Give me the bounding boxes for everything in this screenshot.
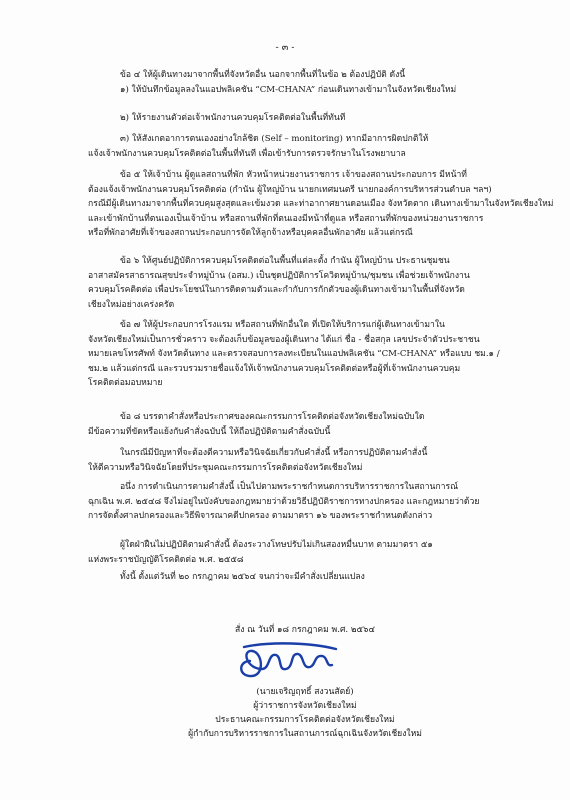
signature-block <box>0 623 570 741</box>
text-line: ข้อ ๔ ให้ผู้เดินทางมาจากพื้นที่จังหวัดอื่น นอกจากพื้นที่ในข้อ ๒ ต้องปฏิบัติ ดังนี้ <box>120 70 406 80</box>
clause-p3 <box>88 538 490 567</box>
clause-c7 <box>88 318 500 391</box>
text-line: อาสาสมัครสาธารณสุขประจำหมู่บ้าน (อสม.) เป็นชุดปฏิบัติการโควิดหมู่บ้าน/ชุมชน เพื่อช่วยเจ้าพนักงาน <box>88 270 470 281</box>
text-line: ชม.๒ แล้วแต่กรณี และรวบรวมรายชื่อแจ้งให้เจ้าพนักงานควบคุมโรคติดต่อหรือผู้ที่เจ้าพนักงานควบคุม <box>88 363 461 374</box>
text-line: เชียงใหม่อย่างเคร่งครัด <box>88 299 175 310</box>
text-line: อนึ่ง การดำเนินการตามคำสั่งนี้ เป็นไปตามพระราชกำหนดการบริหารราชการในสถานการณ์ <box>120 482 459 492</box>
text-line: ในกรณีมีปัญหาที่จะต้องตีความหรือวินิจฉัยเกี่ยวกับคำสั่งนี้ หรือการปฏิบัติตามคำสั่งนี้ <box>120 448 428 458</box>
clause-c4b <box>88 111 490 126</box>
text-line: ต้องแจ้งเจ้าพนักงานควบคุมโรคติดต่อ (กำนัน ผู้ใหญ่บ้าน นายกเทศมนตรี นายกองค์การบริหารส่วนตำบล ฯลฯ) <box>88 184 492 195</box>
text-line: ๓) ให้สังเกตอาการตนเองอย่างใกล้ชิด (Self – monitoring) หากมีอาการผิดปกติให้ <box>120 134 429 144</box>
clause-c8 <box>88 410 490 439</box>
text-line: ทั้งนี้ ตั้งแต่วันที่ ๒๐ กรกฎาคม ๒๕๖๔ จนกว่าจะมีคำสั่งเปลี่ยนแปลง <box>120 572 365 582</box>
text-line: แห่งพระราชบัญญัติโรคติดต่อ พ.ศ. ๒๕๕๘ <box>88 554 244 565</box>
text-line: โรคติดต่อมอบหมาย <box>88 378 163 389</box>
order-date: สั่ง ณ วันที่ ๑๘ กรกฎาคม พ.ศ. ๒๕๖๔ <box>235 625 375 635</box>
text-line: การจัดตั้งศาลปกครองและวิธีพิจารณาคดีปกครอง ตามมาตรา ๑๖ ของพระราชกำหนดดังกล่าว <box>88 511 433 522</box>
text-line: ๑) ให้บันทึกข้อมูลลงในแอปพลิเคชัน “CM-CHANA” ก่อนเดินทางเข้ามาในจังหวัดเชียงใหม่ <box>120 84 457 95</box>
page-number: - ๓ - <box>275 42 295 53</box>
clause-p2 <box>88 480 490 524</box>
text-line: กรณีมีผู้เดินทางมาจากพื้นที่ควบคุมสูงสุดและเข้มงวด และท่าอากาศยานดอนเมือง จังหวัดตาก เดินทางเข้ามาในจังหวัดเชียงใหม่ <box>88 199 554 210</box>
text-line: ข้อ ๕ ให้เจ้าบ้าน ผู้ดูแลสถานที่พัก หัวหน้าหน่วยงานราชการ เจ้าของสถานประกอบการ มีหน้าที่ <box>120 170 467 180</box>
text-line: จังหวัดเชียงใหม่เป็นการชั่วคราว จะต้องเก็บข้อมูลของผู้เดินทาง ได้แก่ ชื่อ - ชื่อสกุล เลขประจำตัวประชาชน <box>88 334 480 345</box>
clause-p1 <box>88 446 490 475</box>
text-line: แจ้งเจ้าพนักงานควบคุมโรคติดต่อในพื้นที่ทันที เพื่อเข้ารับการตรวจรักษาในโรงพยาบาล <box>88 148 406 159</box>
text-line: ควบคุมโรคติดต่อ เพื่อประโยชน์ในการติดตามตัวและกำกับการกักตัวของผู้เดินทางเข้ามาในพื้นที่จังหวัด <box>88 285 465 296</box>
signer-title-3: ผู้กำกับการบริหารราชการในสถานการณ์ฉุกเฉินจังหวัดเชียงใหม่ <box>188 729 422 739</box>
text-line: และเข้าพักบ้านที่ตนเองเป็นเจ้าบ้าน หรือสถานที่พักที่ตนเองมีหน้าที่ดูแล หรือสถานที่พักของหน่วยงานราชการ <box>88 213 484 224</box>
text-line: ผู้ใดฝ่าฝืนไม่ปฏิบัติตามคำสั่งนี้ ต้องระวางโทษปรับไม่เกินสองหมื่นบาท ตามมาตรา ๕๑ <box>120 540 433 550</box>
text-line: หมายเลขโทรศัพท์ จังหวัดต้นทาง และตรวจสอบการลงทะเบียนในแอปพลิเคชัน “CM-CHANA” หรือแบบ ชม.๑ / <box>88 349 500 360</box>
text-line: ให้ตีความหรือวินิจฉัยโดยที่ประชุมคณะกรรมการโรคติดต่อจังหวัดเชียงใหม่ <box>88 462 363 473</box>
text-line: ข้อ ๘ บรรดาคำสั่งหรือประกาศของคณะกรรมการโรคติดต่อจังหวัดเชียงใหม่ฉบับใด <box>120 412 425 422</box>
clause-p4 <box>88 570 490 585</box>
signer-title-1: ผู้ว่าราชการจังหวัดเชียงใหม่ <box>253 701 357 711</box>
signature-mark <box>232 639 342 683</box>
text-line: ข้อ ๖ ให้ศูนย์ปฏิบัติการควบคุมโรคติดต่อในพื้นที่แต่ละตั้ง กำนัน ผู้ใหญ่บ้าน ประธานชุมชน <box>120 256 450 266</box>
handwritten-signature <box>0 637 570 683</box>
text-line: มีข้อความที่ขัดหรือแย้งกับคำสั่งฉบับนี้ ให้ถือปฏิบัติตามคำสั่งฉบับนี้ <box>88 426 331 437</box>
text-line: ฉุกเฉิน พ.ศ. ๒๕๔๘ จึงไม่อยู่ในบังคับของกฎหมายว่าด้วยวิธีปฏิบัติราชการทางปกครอง และกฎหมายว่าด้วย <box>88 496 480 507</box>
signer-title-2: ประธานคณะกรรมการโรคติดต่อจังหวัดเชียงใหม่ <box>215 715 395 725</box>
text-line: หรือที่พักอาศัยที่เจ้าของสถานประกอบการจัดให้ลูกจ้างหรือบุคคลอื่นพักอาศัย แล้วแต่กรณี <box>88 228 413 239</box>
clause-c4a <box>88 68 490 97</box>
clause-c6 <box>88 254 490 312</box>
clause-c4c <box>88 132 490 161</box>
text-line: ข้อ ๗ ให้ผู้ประกอบการโรงแรม หรือสถานที่พักอื่นใด ที่เปิดให้บริการแก่ผู้เดินทางเข้ามาใน <box>120 320 445 330</box>
text-line: ๒) ให้รายงานตัวต่อเจ้าพนักงานควบคุมโรคติดต่อในพื้นที่ทันที <box>120 113 346 123</box>
signer-name: (นายเจริญฤทธิ์ สงวนสัตย์) <box>256 687 354 697</box>
clause-c5 <box>88 168 554 241</box>
